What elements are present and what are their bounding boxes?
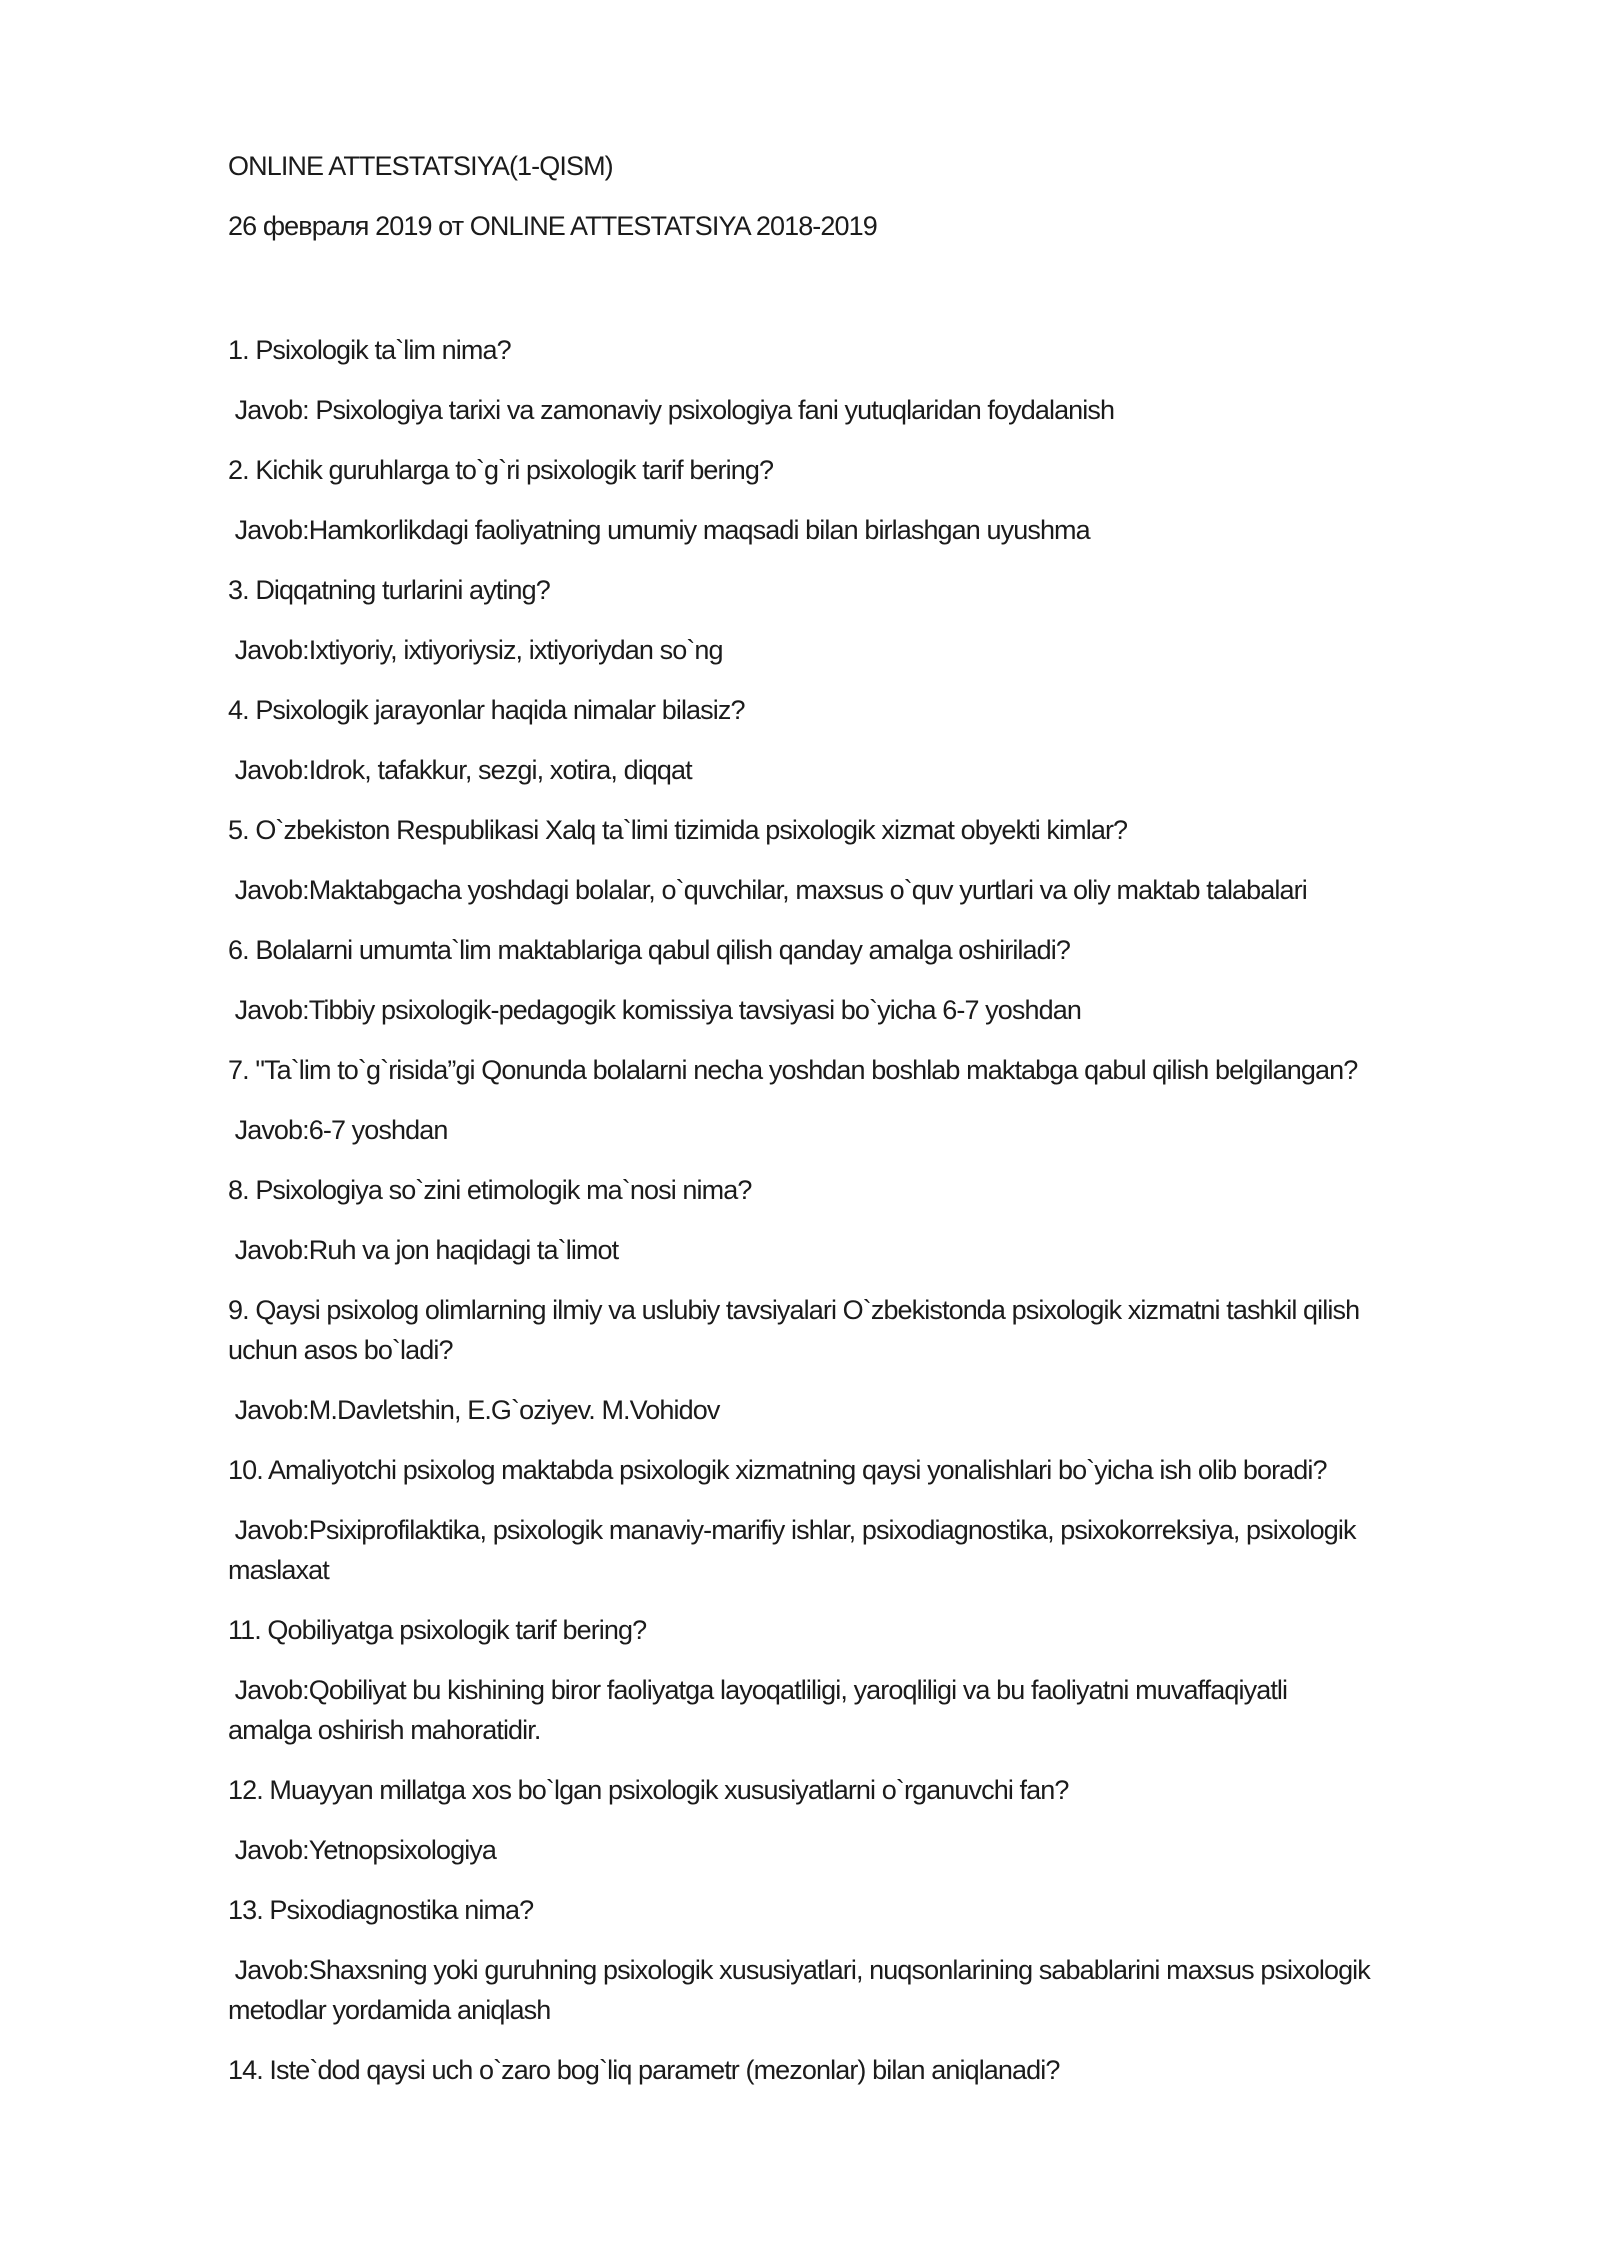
answer-paragraph xyxy=(228,1830,1560,1870)
answer-line: Javob:M.Davletshin, E.G`oziyev. M.Vohidov xyxy=(228,1395,720,1425)
question-paragraph xyxy=(228,1890,1560,1930)
document-date-line: 26 февраля 2019 от ONLINE ATTESTATSIYA 2018-2019 xyxy=(228,211,877,241)
question-paragraph xyxy=(228,450,1560,490)
question-line: 14. Iste`dod qaysi uch o`zaro bog`liq parametr (mezonlar) bilan aniqlanadi? xyxy=(228,2055,1060,2085)
question-paragraph xyxy=(228,810,1560,850)
question-line: 7. "Ta`lim to`g`risida”gi Qonunda bolalarni necha yoshdan boshlab maktabga qabul qilish belgilangan? xyxy=(228,1055,1358,1085)
answer-paragraph xyxy=(228,1230,1560,1270)
document-title: ONLINE ATTESTATSIYA(1-QISM) xyxy=(228,151,613,181)
question-paragraph xyxy=(228,330,1560,370)
answer-line: Javob:Shaxsning yoki guruhning psixologik xususiyatlari, nuqsonlarining sabablarini maxsus psixologik xyxy=(228,1955,1370,1985)
answer-line: Javob:Yetnopsixologiya xyxy=(228,1835,497,1865)
qa-list xyxy=(228,330,1560,2090)
answer-line: Javob:Maktabgacha yoshdagi bolalar, o`quvchilar, maxsus o`quv yurtlari va oliy maktab talabalari xyxy=(228,875,1307,905)
question-line: 4. Psixologik jarayonlar haqida nimalar bilasiz? xyxy=(228,695,745,725)
answer-line: Javob:6-7 yoshdan xyxy=(228,1115,448,1145)
answer-line: amalga oshirish mahoratidir. xyxy=(228,1715,541,1745)
question-paragraph xyxy=(228,1770,1560,1810)
answer-paragraph xyxy=(228,510,1560,550)
question-paragraph xyxy=(228,570,1560,610)
answer-line: Javob:Psixiprofilaktika, psixologik manaviy-marifiy ishlar, psixodiagnostika, psixokorreksiya, psixologik xyxy=(228,1515,1356,1545)
answer-paragraph xyxy=(228,390,1560,430)
answer-paragraph xyxy=(228,1950,1560,2030)
question-paragraph xyxy=(228,1290,1560,1370)
question-line: uchun asos bo`ladi? xyxy=(228,1335,453,1365)
answer-paragraph xyxy=(228,750,1560,790)
answer-line: maslaxat xyxy=(228,1555,329,1585)
question-paragraph xyxy=(228,690,1560,730)
answer-paragraph xyxy=(228,1670,1560,1750)
answer-line: Javob:Tibbiy psixologik-pedagogik komissiya tavsiyasi bo`yicha 6-7 yoshdan xyxy=(228,995,1081,1025)
answer-paragraph xyxy=(228,630,1560,670)
question-paragraph xyxy=(228,930,1560,970)
question-line: 10. Amaliyotchi psixolog maktabda psixologik xizmatning qaysi yonalishlari bo`yicha ish olib boradi? xyxy=(228,1455,1327,1485)
question-line: 6. Bolalarni umumta`lim maktablariga qabul qilish qanday amalga oshiriladi? xyxy=(228,935,1070,965)
question-line: 2. Kichik guruhlarga to`g`ri psixologik tarif bering? xyxy=(228,455,774,485)
answer-line: Javob:Ruh va jon haqidagi ta`limot xyxy=(228,1235,619,1265)
question-line: 12. Muayyan millatga xos bo`lgan psixologik xususiyatlarni o`rganuvchi fan? xyxy=(228,1775,1069,1805)
answer-paragraph xyxy=(228,1510,1560,1590)
answer-line: Javob:Hamkorlikdagi faoliyatning umumiy maqsadi bilan birlashgan uyushma xyxy=(228,515,1090,545)
question-line: 11. Qobiliyatga psixologik tarif bering? xyxy=(228,1615,647,1645)
answer-paragraph xyxy=(228,870,1560,910)
question-line: 5. O`zbekiston Respublikasi Xalq ta`limi tizimida psixologik xizmat obyekti kimlar? xyxy=(228,815,1128,845)
answer-line: Javob: Psixologiya tarixi va zamonaviy psixologiya fani yutuqlaridan foydalanish xyxy=(228,395,1115,425)
question-line: 3. Diqqatning turlarini ayting? xyxy=(228,575,550,605)
question-line: 1. Psixologik ta`lim nima? xyxy=(228,335,511,365)
question-paragraph xyxy=(228,1450,1560,1490)
answer-line: Javob:Qobiliyat bu kishining biror faoliyatga layoqatliligi, yaroqliligi va bu faoliyatni muvaffaqiyatli xyxy=(228,1675,1288,1705)
answer-line: Javob:Idrok, tafakkur, sezgi, xotira, diqqat xyxy=(228,755,692,785)
answer-line: metodlar yordamida aniqlash xyxy=(228,1995,551,2025)
answer-line: Javob:Ixtiyoriy, ixtiyoriysiz, ixtiyoriydan so`ng xyxy=(228,635,723,665)
answer-paragraph xyxy=(228,1390,1560,1430)
question-paragraph xyxy=(228,1610,1560,1650)
question-line: 13. Psixodiagnostika nima? xyxy=(228,1895,534,1925)
question-paragraph xyxy=(228,1170,1560,1210)
question-paragraph xyxy=(228,2050,1560,2090)
question-line: 9. Qaysi psixolog olimlarning ilmiy va uslubiy tavsiyalari O`zbekistonda psixologik xizmatni tashkil qilish xyxy=(228,1295,1360,1325)
answer-paragraph xyxy=(228,1110,1560,1150)
question-paragraph xyxy=(228,1050,1560,1090)
answer-paragraph xyxy=(228,990,1560,1030)
question-line: 8. Psixologiya so`zini etimologik ma`nosi nima? xyxy=(228,1175,752,1205)
